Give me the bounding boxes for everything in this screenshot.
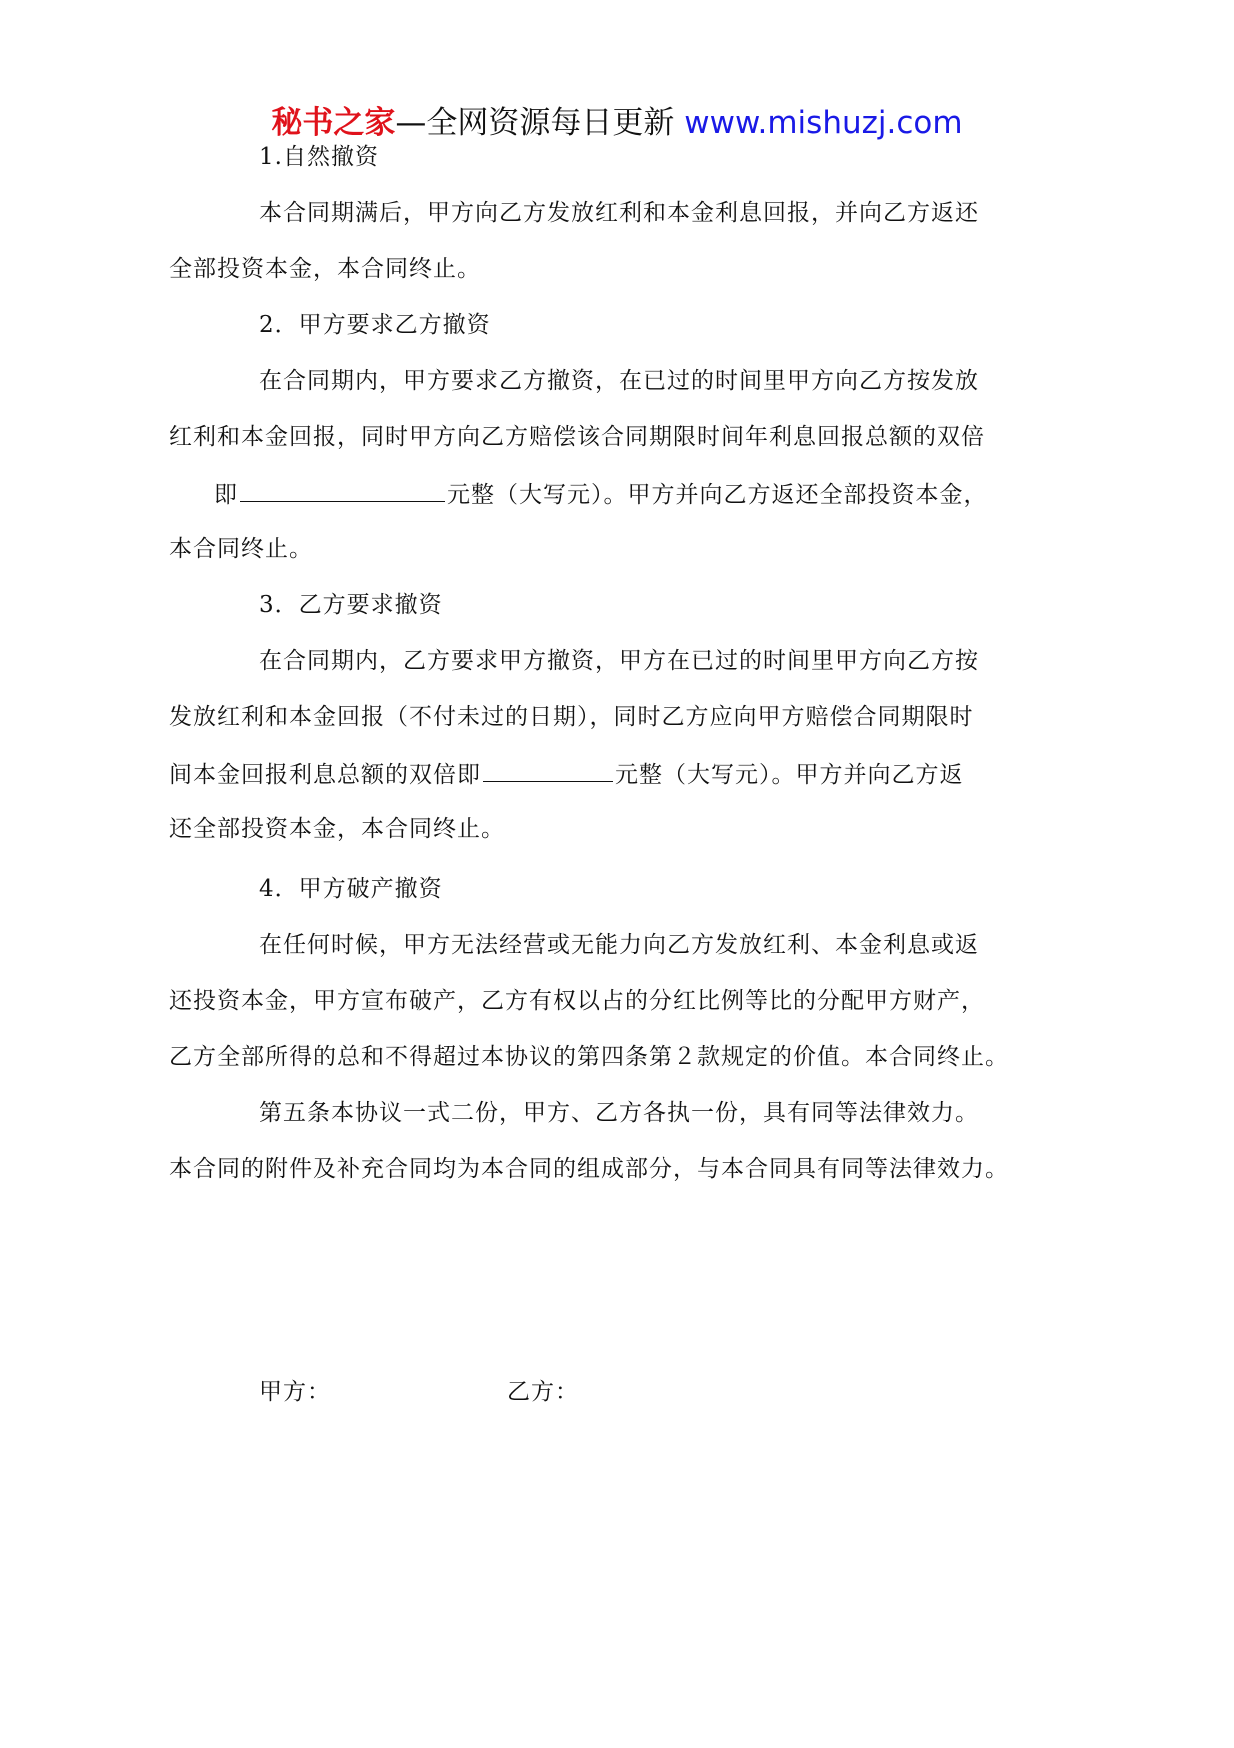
article-5-line-2: 本合同的附件及补充合同均为本合同的组成部分，与本合同具有同等法律效力。 [169, 1156, 1009, 1182]
section-1-paragraph-line-1: 本合同期满后，甲方向乙方发放红利和本金利息回报，并向乙方返还 [259, 200, 979, 226]
section-3-line-3-suffix: 元整（大写元）。甲方并向乙方返 [615, 762, 964, 788]
party-a-signature-label: 甲方： [259, 1379, 331, 1405]
section-2-paragraph-line-4: 本合同终止。 [169, 536, 313, 562]
section-4-paragraph-line-1: 在任何时候，甲方无法经营或无能力向乙方发放红利、本金利息或返 [259, 932, 979, 958]
section-4-paragraph-line-2: 还投资本金，甲方宣布破产，乙方有权以占的分红比例等比的分配甲方财产， [169, 988, 985, 1014]
party-b-signature-label: 乙方： [507, 1379, 579, 1405]
site-header [0, 103, 1234, 143]
section-1-paragraph-line-2: 全部投资本金，本合同终止。 [169, 256, 481, 282]
section-3-title: 3．乙方要求撤资 [259, 592, 443, 618]
section-4-title: 4．甲方破产撤资 [259, 876, 443, 902]
section-2-paragraph-line-3 [214, 477, 988, 511]
section-2-paragraph-line-2: 红利和本金回报，同时甲方向乙方赔偿该合同期限时间年利息回报总额的双倍 [169, 424, 985, 450]
amount-blank-field [240, 477, 445, 502]
section-2-paragraph-line-1: 在合同期内，甲方要求乙方撤资，在已过的时间里甲方向乙方按发放 [259, 368, 979, 394]
section-2-title: 2．甲方要求乙方撤资 [259, 312, 491, 338]
section-3-paragraph-line-2: 发放红利和本金回报（不付未过的日期），同时乙方应向甲方赔偿合同期限时 [169, 704, 974, 730]
amount-blank-field [483, 757, 613, 782]
section-2-line-3-suffix: 元整（大写元）。甲方并向乙方返还全部投资本金， [447, 482, 988, 508]
section-4-paragraph-line-3: 乙方全部所得的总和不得超过本协议的第四条第２款规定的价值。本合同终止。 [169, 1044, 1009, 1070]
section-3-paragraph-line-1: 在合同期内，乙方要求甲方撤资，甲方在已过的时间里甲方向乙方按 [259, 648, 979, 674]
site-url-link[interactable]: www.mishuzj.com [684, 105, 963, 141]
section-3-paragraph-line-4: 还全部投资本金，本合同终止。 [169, 816, 505, 842]
header-slogan: —全网资源每日更新 [395, 105, 675, 141]
section-2-line-3-prefix: 即 [214, 482, 238, 508]
section-1-title: 1.自然撤资 [259, 144, 379, 170]
section-3-line-3-prefix: 间本金回报利息总额的双倍即 [169, 762, 481, 788]
section-3-paragraph-line-3 [169, 757, 964, 791]
brand-name: 秘书之家 [271, 105, 396, 141]
article-5-line-1: 第五条本协议一式二份，甲方、乙方各执一份，具有同等法律效力。 [259, 1100, 979, 1126]
